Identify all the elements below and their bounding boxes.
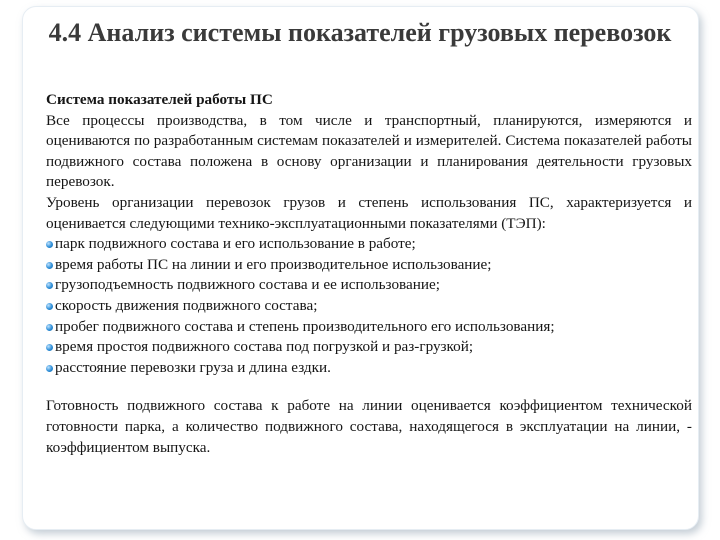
bullet-icon bbox=[46, 365, 53, 372]
list-item: время работы ПС на линии и его производительное использование; bbox=[46, 255, 692, 276]
list-item: парк подвижного состава и его использование в работе; bbox=[46, 234, 692, 255]
bullet-icon bbox=[46, 241, 53, 248]
bullet-icon bbox=[46, 344, 53, 351]
slide-content bbox=[46, 90, 692, 458]
paragraph-readiness: Готовность подвижного состава к работе на линии оценивается коэффициентом технической готовности парка, а количество подвижного состава, находящегося в эксплуатации на линии, - коэффициентом выпуска. bbox=[46, 397, 692, 456]
list-item: расстояние перевозки груза и длина ездки. bbox=[46, 358, 692, 379]
bullet-icon bbox=[46, 303, 53, 310]
spacer bbox=[46, 378, 692, 396]
bullet-icon bbox=[46, 282, 53, 289]
indicator-list bbox=[46, 234, 692, 378]
bullet-icon bbox=[46, 324, 53, 331]
paragraph-intro: Все процессы производства, в том числе и транспортный, планируются, измеряются и оцениваются по разработанным системам показателей и измерителей. Система показателей работы подвижного состава положена в основу организации и планирования деятельности грузовых перевозок. bbox=[46, 111, 692, 191]
list-item: скорость движения подвижного состава; bbox=[46, 296, 692, 317]
bullet-icon bbox=[46, 262, 53, 269]
slide-title: 4.4 Анализ системы показателей грузовых перевозок bbox=[48, 18, 672, 47]
list-item: время простоя подвижного состава под погрузкой и раз-грузкой; bbox=[46, 337, 692, 358]
list-item: пробег подвижного состава и степень производительного его использования; bbox=[46, 317, 692, 338]
list-item: грузоподъемность подвижного состава и ее использование; bbox=[46, 275, 692, 296]
section-subtitle: Система показателей работы ПС bbox=[46, 91, 273, 108]
paragraph-tep: Уровень организации перевозок грузов и степень использования ПС, характеризуется и оценивается следующими технико-эксплуатационными показателями (ТЭП): bbox=[46, 193, 692, 232]
